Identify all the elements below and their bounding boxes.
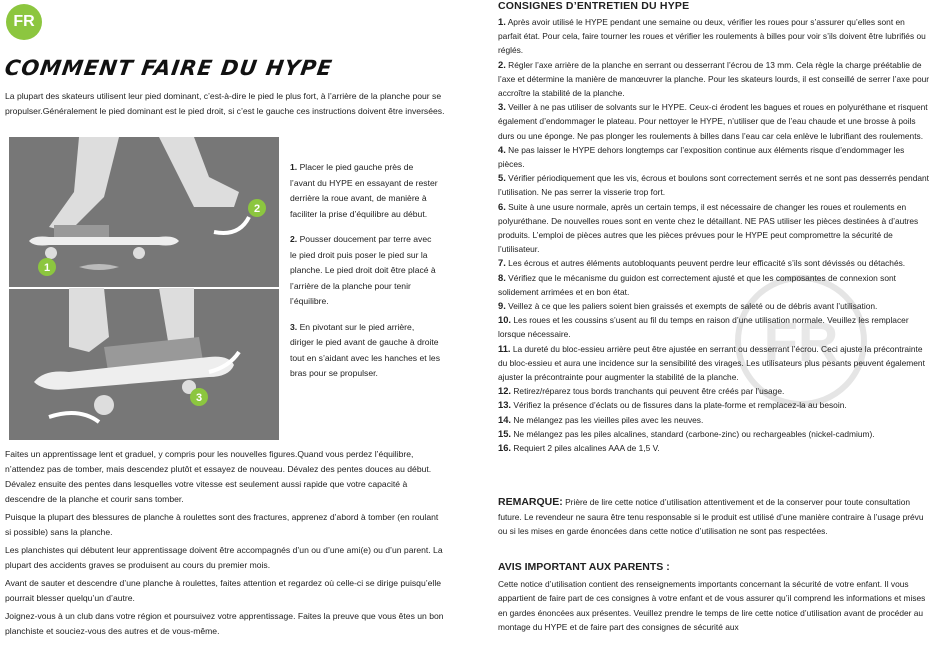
item-number: 9. xyxy=(498,300,506,312)
item-text: Veillez à ce que les paliers soient bien graissés et exempts de saleté ou de débris avant l’utilisation. xyxy=(508,301,878,312)
item-number: 13. xyxy=(498,399,512,411)
list-item xyxy=(498,171,930,199)
leg-shape-back xyxy=(159,137,239,207)
right-column xyxy=(498,0,930,657)
page-title: COMMENT FAIRE DU HYPE xyxy=(3,56,335,80)
item-number: 3. xyxy=(498,101,506,113)
paragraph: Faites un apprentissage lent et graduel, y compris pour les nouvelles figures.Quand vous perdez l’équilibre, n’attendez pas de tomber, mais descendez plutôt et essayez de nouveau. Dévalez des pentes douces au début. Dévalez ensuite des pentes dans lesquelles votre vitesse est seulement aussi rapide que votre capacité à descendre de la planche et courir sans tomber. xyxy=(5,449,432,504)
item-text: Régler l’axe arrière de la planche en serrant ou desserrant l’écrou de 13 mm. Cela règle la charge préétablie de l’axe et détermine la manière de manœuvrer la planche. Pour les skateurs lourds, il est conseillé de serrer l’axe pour accroître la stabilité de la planche. xyxy=(498,59,930,99)
list-item xyxy=(498,413,930,427)
step-item xyxy=(290,320,440,382)
item-number: 7. xyxy=(498,257,506,269)
maintenance-heading: CONSIGNES D’ENTRETIEN DU HYPE xyxy=(498,0,690,12)
remarque-text: Prière de lire cette notice d’utilisation attentivement et de la conserver pour toute consultation future. Le revendeur ne saura être tenu responsable si le produit est utilisé d’une manière contraire à l’usage prévu ou si les mises en garde énoncées dans cette notice d’utilisation ne sont pas respectées. xyxy=(498,497,924,536)
arrow-icon xyxy=(49,413,99,422)
item-text: Ne mélangez pas les piles alcalines, standard (carbone-zinc) ou rechargeables (nickel-cadmium). xyxy=(513,428,875,439)
list-item xyxy=(498,427,930,441)
parents-notice-text: Cette notice d’utilisation contient des renseignements importants concernant la sécurité de votre enfant. Il vous appartient de faire part de ces consignes à votre enfant et de vous assurer qu’il comprend les informations et mises en gardes énoncées aux présentes. Veuillez prendre le temps de lire cette notice d’utilisation avant de procéder au montage du HYPE et de faire part des consignes de sécurité aux xyxy=(498,578,926,632)
safety-paragraphs xyxy=(5,447,445,642)
item-text: Veiller à ne pas utiliser de solvants sur le HYPE. Ceux-ci érodent les bagues et roues en polyuréthane et risquent également d’endommager le plateau. Pour nettoyer le HYPE, n’utiliser que de l’eau chaude et une brosse à poils durs ou une éponge. Ne pas plonger les roulements à billes dans l’eau car cela enlève le lubrifiant des roulements. xyxy=(498,102,928,141)
illustration-svg xyxy=(9,137,279,440)
list-item xyxy=(498,58,930,101)
wheel-shape xyxy=(45,247,57,259)
skateboard-deck xyxy=(29,237,179,246)
item-number: 8. xyxy=(498,271,506,283)
step-number: 1. xyxy=(290,162,298,172)
item-number: 14. xyxy=(498,413,512,425)
list-item xyxy=(498,313,930,341)
list-item xyxy=(498,271,930,299)
step-text: Pousser doucement par terre avec le pied droit puis poser le pied sur la planche. Le pied droit doit être placé à l’arrière de la planche pour tenir l’équilibre. xyxy=(290,234,436,306)
item-number: 10. xyxy=(498,314,512,326)
paragraph: Les planchistes qui débutent leur apprentissage doivent être accompagnés d’un ou d’une ami(e) ou d’un parent. La plupart des accidents graves se produisent au cours du premier mois. xyxy=(5,545,443,570)
item-number: 16. xyxy=(498,442,512,454)
skateboard-illustration xyxy=(9,137,279,440)
shoe-shape xyxy=(54,225,109,239)
step-marker-3-label: 3 xyxy=(195,392,203,404)
item-number: 4. xyxy=(498,143,506,155)
item-text: Vérifiez que le mécanisme du guidon est correctement ajusté et que les composantes de connexion sont solidement arrimées et en bon état. xyxy=(498,272,896,297)
step-marker-2-label: 2 xyxy=(253,203,261,215)
remarque-section xyxy=(498,495,930,539)
list-item xyxy=(498,200,930,257)
footprint-shape xyxy=(79,264,119,270)
wheel-shape xyxy=(133,247,145,259)
list-item xyxy=(498,299,930,313)
item-text: Requiert 2 piles alcalines AAA de 1,5 V. xyxy=(513,443,660,454)
item-text: Ne pas laisser le HYPE dehors longtemps car l’exposition continue aux éléments risque d’endommager les pièces. xyxy=(498,144,905,170)
watermark-logo: FR xyxy=(735,275,867,407)
step-text: Placer le pied gauche près de l’avant du HYPE en essayant de rester derrière la roue avant, de manière à faciliter la prise d’équilibre au début. xyxy=(290,162,438,219)
item-text: Après avoir utilisé le HYPE pendant une semaine ou deux, vérifier les roues pour s’assurer qu’elles sont en parfait état. Pour cela, faire tourner les roues et vérifier les roulements à billes pour voir s’ils doivent être lubrifiés ou réglés. xyxy=(498,17,926,56)
item-number: 11. xyxy=(498,342,511,354)
item-number: 12. xyxy=(498,385,512,397)
item-text: Vérifier périodiquement que les vis, écrous et boulons sont correctement serrés et ne sont pas desserrés pendant l’utilisation. Ne pas serrer la visserie trop fort. xyxy=(498,173,929,198)
step-item xyxy=(290,160,440,222)
left-column xyxy=(0,0,470,657)
parents-notice-heading: AVIS IMPORTANT AUX PARENTS : xyxy=(498,561,670,573)
item-text: Retirez/réparez tous bords tranchants qui peuvent être créés par l’usage. xyxy=(513,386,785,397)
arrow-icon xyxy=(214,217,249,233)
list-item xyxy=(498,441,930,455)
step-text: En pivotant sur le pied arrière, diriger le pied avant de gauche à droite tout en s’aidant avec les hanches et les bras pour se propulser. xyxy=(290,321,441,378)
step-marker-1-label: 1 xyxy=(43,262,51,274)
step-item xyxy=(290,232,440,310)
wheel-shape xyxy=(94,395,114,415)
list-item xyxy=(498,384,930,398)
steps-list xyxy=(290,160,440,392)
paragraph: Joignez-vous à un club dans votre région et poursuivez votre apprentissage. Faites la preuve que vous êtes un bon planchiste et souciez-vous des autres et de vous-même. xyxy=(5,611,444,636)
remarque-label: REMARQUE: xyxy=(498,496,563,508)
intro-paragraph: La plupart des skateurs utilisent leur pied dominant, c’est-à-dire le pied le plus fort, à l’arrière de la planche pour se propulser.Généralement le pied dominant est le pied droit, si c’est le gauche ces instructions doivent être inversées. xyxy=(5,91,445,116)
item-text: La dureté du bloc-essieu arrière peut être ajustée en serrant ou desserrant l’écrou. Ceci ajuste la précontrainte du bloc-essieu et aura une incidence sur la sensibilité des virages. Les utilisateurs plus pesants peuvent également ajuster la précontrainte pour augmenter la stabilité de la planche. xyxy=(498,343,925,383)
item-text: Vérifiez la présence d’éclats ou de fissures dans la plate-forme et remplacez-la au besoin. xyxy=(513,400,847,411)
item-number: 15. xyxy=(498,427,512,439)
step-number: 3. xyxy=(290,321,298,332)
item-number: 6. xyxy=(498,200,506,212)
list-item xyxy=(498,15,930,58)
item-number: 2. xyxy=(498,58,506,70)
list-item xyxy=(498,256,930,270)
item-number: 1. xyxy=(498,16,506,27)
maintenance-list xyxy=(498,15,930,455)
leg-shape xyxy=(49,137,119,232)
list-item xyxy=(498,398,930,412)
parents-notice xyxy=(498,560,930,635)
paragraph: Avant de sauter et descendre d’une planche à roulettes, faites attention et regardez où celle-ci se dirige puisqu’elle pourrait blesser quelqu’un d’autre. xyxy=(5,578,442,603)
list-item xyxy=(498,100,930,143)
list-item xyxy=(498,143,930,171)
item-text: Suite à une usure normale, après un certain temps, il est nécessaire de changer les roues et roulements en polyuréthane. De nouvelles roues sont en vente chez le détaillant. NE PAS utiliser les pièces destinées à d’autres produits. L’emploi de pièces autres que les pièces prévues pour le HYPE peut compromettre la sécurité de l’utilisateur. xyxy=(498,201,919,255)
language-badge: FR xyxy=(6,4,42,40)
item-number: 5. xyxy=(498,172,506,184)
item-text: Les écrous et autres éléments autobloquants peuvent perdre leur efficacité s’ils sont dévissés ou détachés. xyxy=(508,258,906,269)
paragraph: Puisque la plupart des blessures de planche à roulettes sont des fractures, apprenez d’abord à tomber (en roulant si possible) sans la planche. xyxy=(5,512,439,537)
step-number: 2. xyxy=(290,234,298,244)
leg-shape-lower xyxy=(69,288,109,352)
item-text: Les roues et les coussins s’usent au fil du temps en raison d’une utilisation normale. Veuillez les remplacer lorsque nécessaire. xyxy=(498,315,909,340)
list-item xyxy=(498,342,930,385)
item-text: Ne mélangez pas les vieilles piles avec les neuves. xyxy=(513,414,704,425)
